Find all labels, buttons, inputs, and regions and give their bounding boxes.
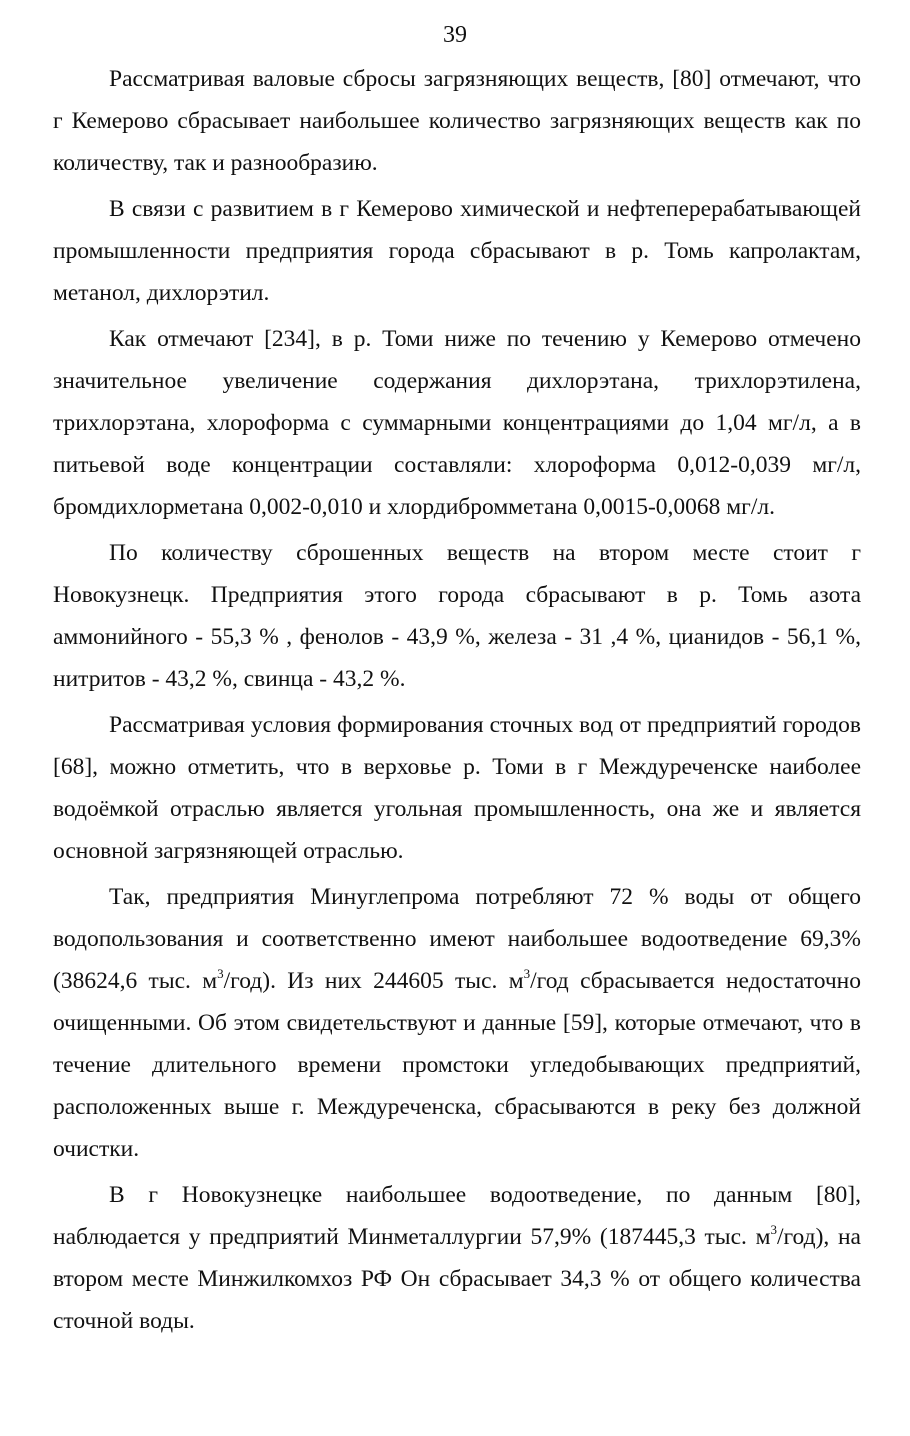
paragraph-6-text-part-3: /год сбрасывается недостаточно очищенными. Об этом свидетельствуют и данные [59], которые отмечают, что в течение длительного времени промстоки угледобывающих предприятий, расположенных выше г. Междуреченска, сбрасываются в реку без должной очистки.	[53, 968, 861, 1162]
paragraph-5: Рассматривая условия формирования сточных вод от предприятий городов [68], можно отметить, что в верховье р. Томи в г Междуреченске наиболее водоёмкой отраслью является угольная промышленность, она же и является основной загрязняющей отраслью.	[53, 712, 861, 864]
paragraph-2: В связи с развитием в г Кемерово химической и нефтеперерабатывающей промышленности предприятия города сбрасывают в р. Томь капролактам, метанол, дихлорэтил.	[53, 196, 861, 306]
superscript-cubic: 3	[523, 966, 531, 981]
superscript-cubic: 3	[770, 1222, 777, 1237]
paragraph-3: Как отмечают [234], в р. Томи ниже по течению у Кемерово отмечено значительное увеличение содержания дихлорэтана, трихлорэтилена, трихлорэтана, хлороформа с суммарными концентрациями до 1,04 мг/л, а в питьевой воде концентрации составляли: хлороформа 0,012-0,039 мг/л, бромдихлорметана 0,002-0,010 и хлордибромметана 0,0015-0,0068 мг/л.	[53, 326, 861, 520]
paragraph-7	[53, 1174, 861, 1342]
paragraph-7-text-part-1: В г Новокузнецке наибольшее водоотведение, по данным [80], наблюдается у предприятий Минметаллургии 57,9% (187445,3 тыс. м	[53, 1182, 861, 1250]
paragraph-6	[53, 876, 861, 1170]
paragraph-6-text-part-1: Так, предприятия Минуглепрома потребляют 72 % воды от общего водопользования и соответственно имеют наибольшее водоотведение 69,3% (38624,6 тыс. м	[53, 884, 861, 994]
paragraph-7-text-part-2: /год), на втором месте Минжилкомхоз РФ Он сбрасывает 34,3 % от общего количества сточной воды.	[53, 1224, 861, 1334]
paragraph-4: По количеству сброшенных веществ на втором месте стоит г Новокузнецк. Предприятия этого города сбрасывают в р. Томь азота аммонийного - 55,3 % , фенолов - 43,9 %, железа - 31 ,4 %, цианидов - 56,1 %, нитритов - 43,2 %, свинца - 43,2 %.	[53, 540, 861, 692]
paragraph-1: Рассматривая валовые сбросы загрязняющих веществ, [80] отмечают, что г Кемерово сбрасывает наибольшее количество загрязняющих веществ как по количеству, так и разнообразию.	[53, 66, 861, 176]
page-number: 39	[443, 22, 467, 48]
paragraph-6-text-part-2: /год). Из них 244605 тыс. м	[223, 968, 524, 994]
superscript-cubic: 3	[217, 966, 224, 981]
body-text	[53, 58, 861, 1346]
